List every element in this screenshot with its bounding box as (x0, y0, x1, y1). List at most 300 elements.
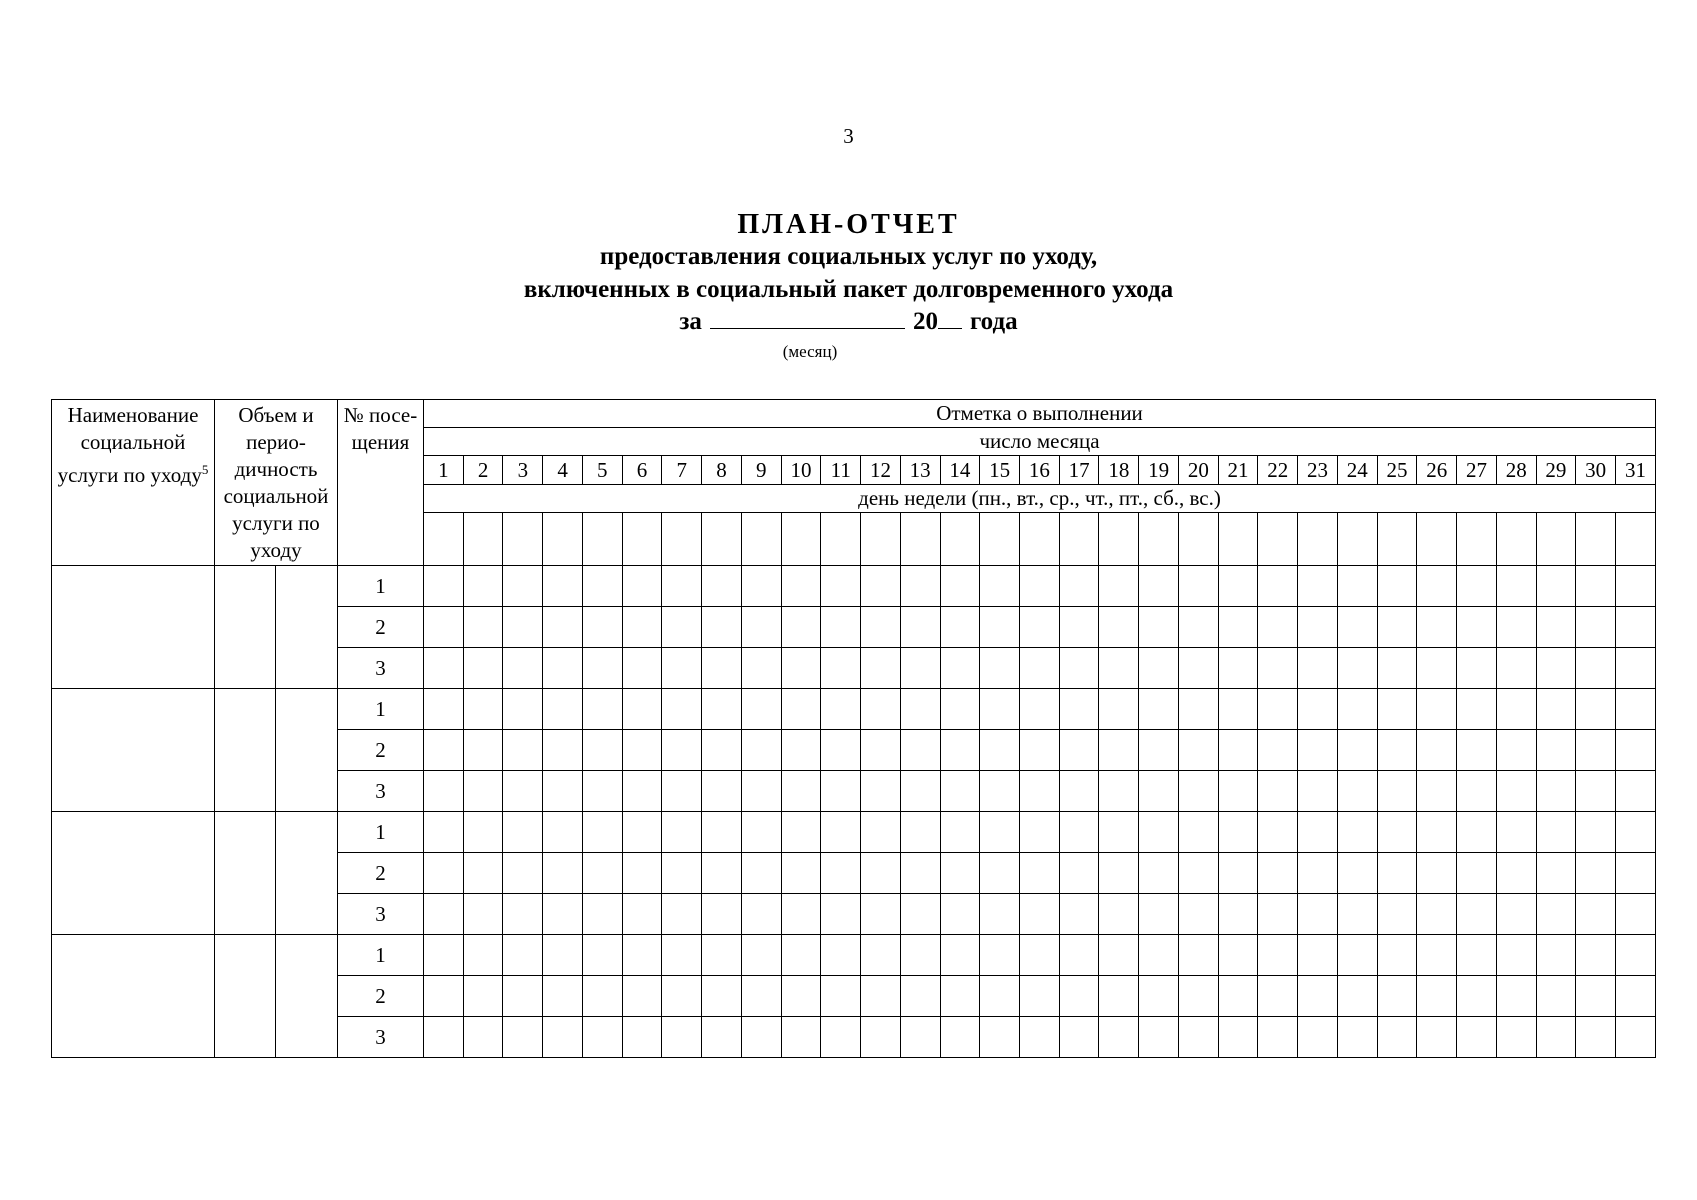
day-mark-cell[interactable] (980, 812, 1020, 853)
day-mark-cell[interactable] (940, 853, 980, 894)
day-mark-cell[interactable] (1258, 1017, 1298, 1058)
day-mark-cell[interactable] (1337, 894, 1377, 935)
day-mark-cell[interactable] (1536, 1017, 1576, 1058)
day-mark-cell[interactable] (1576, 894, 1616, 935)
day-mark-cell[interactable] (1536, 607, 1576, 648)
day-mark-cell[interactable] (1020, 648, 1060, 689)
day-mark-cell[interactable] (1496, 566, 1536, 607)
day-mark-cell[interactable] (1258, 689, 1298, 730)
frequency-cell[interactable] (276, 935, 338, 1058)
day-mark-cell[interactable] (1496, 894, 1536, 935)
day-mark-cell[interactable] (1377, 607, 1417, 648)
day-mark-cell[interactable] (940, 648, 980, 689)
day-mark-cell[interactable] (1377, 812, 1417, 853)
day-mark-cell[interactable] (582, 894, 622, 935)
day-mark-cell[interactable] (1377, 1017, 1417, 1058)
weekday-cell-1[interactable] (424, 513, 464, 566)
day-mark-cell[interactable] (1576, 607, 1616, 648)
day-mark-cell[interactable] (741, 566, 781, 607)
day-mark-cell[interactable] (1536, 976, 1576, 1017)
year-blank-field[interactable] (938, 306, 962, 329)
day-mark-cell[interactable] (900, 812, 940, 853)
day-mark-cell[interactable] (503, 1017, 543, 1058)
volume-cell[interactable] (215, 935, 276, 1058)
day-mark-cell[interactable] (741, 607, 781, 648)
day-mark-cell[interactable] (1417, 1017, 1457, 1058)
day-mark-cell[interactable] (1337, 689, 1377, 730)
day-mark-cell[interactable] (1616, 1017, 1656, 1058)
day-mark-cell[interactable] (1139, 935, 1179, 976)
day-mark-cell[interactable] (1218, 1017, 1258, 1058)
day-mark-cell[interactable] (821, 730, 861, 771)
day-mark-cell[interactable] (1576, 730, 1616, 771)
day-mark-cell[interactable] (821, 771, 861, 812)
day-mark-cell[interactable] (861, 648, 901, 689)
weekday-cell-10[interactable] (781, 513, 821, 566)
day-mark-cell[interactable] (463, 607, 503, 648)
day-mark-cell[interactable] (1576, 648, 1616, 689)
service-name-cell[interactable] (52, 566, 215, 689)
day-mark-cell[interactable] (1020, 771, 1060, 812)
day-mark-cell[interactable] (1457, 566, 1497, 607)
day-mark-cell[interactable] (1178, 730, 1218, 771)
day-mark-cell[interactable] (1258, 894, 1298, 935)
day-mark-cell[interactable] (1616, 730, 1656, 771)
day-mark-cell[interactable] (1496, 730, 1536, 771)
day-mark-cell[interactable] (781, 771, 821, 812)
day-mark-cell[interactable] (861, 853, 901, 894)
day-mark-cell[interactable] (1099, 607, 1139, 648)
day-mark-cell[interactable] (1616, 771, 1656, 812)
day-mark-cell[interactable] (702, 689, 742, 730)
day-mark-cell[interactable] (463, 976, 503, 1017)
day-mark-cell[interactable] (1139, 689, 1179, 730)
day-mark-cell[interactable] (1099, 648, 1139, 689)
day-mark-cell[interactable] (781, 812, 821, 853)
day-mark-cell[interactable] (463, 689, 503, 730)
day-mark-cell[interactable] (861, 566, 901, 607)
day-mark-cell[interactable] (503, 976, 543, 1017)
frequency-cell[interactable] (276, 812, 338, 935)
day-mark-cell[interactable] (463, 730, 503, 771)
day-mark-cell[interactable] (741, 730, 781, 771)
day-mark-cell[interactable] (1099, 894, 1139, 935)
day-mark-cell[interactable] (1457, 771, 1497, 812)
day-mark-cell[interactable] (463, 566, 503, 607)
day-mark-cell[interactable] (1616, 976, 1656, 1017)
day-mark-cell[interactable] (1139, 607, 1179, 648)
day-mark-cell[interactable] (1496, 607, 1536, 648)
day-mark-cell[interactable] (781, 1017, 821, 1058)
day-mark-cell[interactable] (1616, 894, 1656, 935)
day-mark-cell[interactable] (1496, 853, 1536, 894)
day-mark-cell[interactable] (1576, 812, 1616, 853)
day-mark-cell[interactable] (543, 1017, 583, 1058)
service-name-cell[interactable] (52, 935, 215, 1058)
day-mark-cell[interactable] (1139, 648, 1179, 689)
day-mark-cell[interactable] (503, 607, 543, 648)
day-mark-cell[interactable] (861, 1017, 901, 1058)
day-mark-cell[interactable] (1337, 976, 1377, 1017)
day-mark-cell[interactable] (424, 730, 464, 771)
day-mark-cell[interactable] (1020, 689, 1060, 730)
day-mark-cell[interactable] (1139, 976, 1179, 1017)
day-mark-cell[interactable] (821, 1017, 861, 1058)
day-mark-cell[interactable] (622, 607, 662, 648)
day-mark-cell[interactable] (781, 976, 821, 1017)
day-mark-cell[interactable] (821, 689, 861, 730)
day-mark-cell[interactable] (1536, 730, 1576, 771)
day-mark-cell[interactable] (1616, 648, 1656, 689)
day-mark-cell[interactable] (662, 853, 702, 894)
day-mark-cell[interactable] (543, 894, 583, 935)
day-mark-cell[interactable] (503, 730, 543, 771)
day-mark-cell[interactable] (940, 566, 980, 607)
day-mark-cell[interactable] (940, 894, 980, 935)
day-mark-cell[interactable] (622, 566, 662, 607)
day-mark-cell[interactable] (1139, 853, 1179, 894)
day-mark-cell[interactable] (1218, 607, 1258, 648)
service-name-cell[interactable] (52, 689, 215, 812)
day-mark-cell[interactable] (1337, 648, 1377, 689)
day-mark-cell[interactable] (1377, 935, 1417, 976)
weekday-cell-5[interactable] (582, 513, 622, 566)
day-mark-cell[interactable] (1337, 771, 1377, 812)
day-mark-cell[interactable] (861, 607, 901, 648)
day-mark-cell[interactable] (1337, 607, 1377, 648)
day-mark-cell[interactable] (463, 1017, 503, 1058)
day-mark-cell[interactable] (582, 607, 622, 648)
service-name-cell[interactable] (52, 812, 215, 935)
day-mark-cell[interactable] (940, 771, 980, 812)
day-mark-cell[interactable] (543, 976, 583, 1017)
day-mark-cell[interactable] (821, 853, 861, 894)
day-mark-cell[interactable] (582, 812, 622, 853)
day-mark-cell[interactable] (1536, 771, 1576, 812)
weekday-cell-15[interactable] (980, 513, 1020, 566)
day-mark-cell[interactable] (463, 648, 503, 689)
day-mark-cell[interactable] (1337, 730, 1377, 771)
day-mark-cell[interactable] (463, 812, 503, 853)
day-mark-cell[interactable] (503, 689, 543, 730)
day-mark-cell[interactable] (1536, 648, 1576, 689)
weekday-cell-2[interactable] (463, 513, 503, 566)
day-mark-cell[interactable] (821, 812, 861, 853)
day-mark-cell[interactable] (582, 648, 622, 689)
day-mark-cell[interactable] (1457, 812, 1497, 853)
day-mark-cell[interactable] (1496, 935, 1536, 976)
day-mark-cell[interactable] (741, 812, 781, 853)
day-mark-cell[interactable] (503, 894, 543, 935)
day-mark-cell[interactable] (622, 894, 662, 935)
day-mark-cell[interactable] (900, 935, 940, 976)
day-mark-cell[interactable] (1377, 894, 1417, 935)
day-mark-cell[interactable] (1457, 894, 1497, 935)
day-mark-cell[interactable] (1457, 976, 1497, 1017)
day-mark-cell[interactable] (662, 894, 702, 935)
day-mark-cell[interactable] (900, 976, 940, 1017)
day-mark-cell[interactable] (1258, 976, 1298, 1017)
day-mark-cell[interactable] (1616, 853, 1656, 894)
day-mark-cell[interactable] (1496, 689, 1536, 730)
day-mark-cell[interactable] (582, 976, 622, 1017)
day-mark-cell[interactable] (543, 730, 583, 771)
weekday-cell-14[interactable] (940, 513, 980, 566)
day-mark-cell[interactable] (1099, 853, 1139, 894)
day-mark-cell[interactable] (1258, 607, 1298, 648)
day-mark-cell[interactable] (1020, 976, 1060, 1017)
weekday-cell-24[interactable] (1337, 513, 1377, 566)
day-mark-cell[interactable] (741, 935, 781, 976)
day-mark-cell[interactable] (980, 730, 1020, 771)
day-mark-cell[interactable] (1536, 853, 1576, 894)
day-mark-cell[interactable] (1377, 853, 1417, 894)
day-mark-cell[interactable] (861, 730, 901, 771)
day-mark-cell[interactable] (622, 771, 662, 812)
day-mark-cell[interactable] (821, 976, 861, 1017)
day-mark-cell[interactable] (1258, 730, 1298, 771)
day-mark-cell[interactable] (1576, 976, 1616, 1017)
day-mark-cell[interactable] (980, 976, 1020, 1017)
day-mark-cell[interactable] (503, 853, 543, 894)
day-mark-cell[interactable] (1059, 607, 1099, 648)
day-mark-cell[interactable] (980, 566, 1020, 607)
day-mark-cell[interactable] (1298, 935, 1338, 976)
day-mark-cell[interactable] (980, 894, 1020, 935)
day-mark-cell[interactable] (1417, 648, 1457, 689)
day-mark-cell[interactable] (1417, 935, 1457, 976)
day-mark-cell[interactable] (1536, 566, 1576, 607)
day-mark-cell[interactable] (980, 771, 1020, 812)
day-mark-cell[interactable] (741, 689, 781, 730)
day-mark-cell[interactable] (900, 853, 940, 894)
day-mark-cell[interactable] (1218, 935, 1258, 976)
day-mark-cell[interactable] (1457, 648, 1497, 689)
day-mark-cell[interactable] (582, 730, 622, 771)
day-mark-cell[interactable] (662, 771, 702, 812)
day-mark-cell[interactable] (781, 894, 821, 935)
day-mark-cell[interactable] (781, 689, 821, 730)
day-mark-cell[interactable] (1218, 689, 1258, 730)
day-mark-cell[interactable] (662, 689, 702, 730)
day-mark-cell[interactable] (1059, 894, 1099, 935)
day-mark-cell[interactable] (1576, 689, 1616, 730)
day-mark-cell[interactable] (1536, 689, 1576, 730)
day-mark-cell[interactable] (1417, 812, 1457, 853)
day-mark-cell[interactable] (1417, 607, 1457, 648)
day-mark-cell[interactable] (582, 771, 622, 812)
day-mark-cell[interactable] (861, 935, 901, 976)
day-mark-cell[interactable] (1298, 730, 1338, 771)
day-mark-cell[interactable] (622, 648, 662, 689)
day-mark-cell[interactable] (503, 935, 543, 976)
day-mark-cell[interactable] (781, 853, 821, 894)
weekday-cell-12[interactable] (861, 513, 901, 566)
day-mark-cell[interactable] (1298, 894, 1338, 935)
weekday-cell-6[interactable] (622, 513, 662, 566)
day-mark-cell[interactable] (900, 648, 940, 689)
day-mark-cell[interactable] (1536, 894, 1576, 935)
day-mark-cell[interactable] (1536, 812, 1576, 853)
weekday-cell-21[interactable] (1218, 513, 1258, 566)
day-mark-cell[interactable] (1020, 1017, 1060, 1058)
day-mark-cell[interactable] (1337, 812, 1377, 853)
day-mark-cell[interactable] (1059, 771, 1099, 812)
weekday-cell-25[interactable] (1377, 513, 1417, 566)
weekday-cell-13[interactable] (900, 513, 940, 566)
day-mark-cell[interactable] (1218, 648, 1258, 689)
day-mark-cell[interactable] (1218, 894, 1258, 935)
day-mark-cell[interactable] (1377, 771, 1417, 812)
day-mark-cell[interactable] (582, 853, 622, 894)
day-mark-cell[interactable] (702, 1017, 742, 1058)
day-mark-cell[interactable] (622, 853, 662, 894)
day-mark-cell[interactable] (622, 976, 662, 1017)
day-mark-cell[interactable] (503, 771, 543, 812)
day-mark-cell[interactable] (900, 771, 940, 812)
day-mark-cell[interactable] (1178, 853, 1218, 894)
day-mark-cell[interactable] (980, 648, 1020, 689)
day-mark-cell[interactable] (940, 1017, 980, 1058)
weekday-cell-4[interactable] (543, 513, 583, 566)
day-mark-cell[interactable] (861, 894, 901, 935)
day-mark-cell[interactable] (900, 566, 940, 607)
day-mark-cell[interactable] (1457, 935, 1497, 976)
day-mark-cell[interactable] (702, 812, 742, 853)
day-mark-cell[interactable] (1099, 1017, 1139, 1058)
day-mark-cell[interactable] (1616, 566, 1656, 607)
day-mark-cell[interactable] (781, 566, 821, 607)
weekday-cell-19[interactable] (1139, 513, 1179, 566)
weekday-cell-29[interactable] (1536, 513, 1576, 566)
day-mark-cell[interactable] (662, 648, 702, 689)
weekday-cell-17[interactable] (1059, 513, 1099, 566)
day-mark-cell[interactable] (1417, 894, 1457, 935)
day-mark-cell[interactable] (1457, 1017, 1497, 1058)
day-mark-cell[interactable] (980, 607, 1020, 648)
day-mark-cell[interactable] (1020, 853, 1060, 894)
day-mark-cell[interactable] (1099, 976, 1139, 1017)
day-mark-cell[interactable] (741, 1017, 781, 1058)
volume-cell[interactable] (215, 689, 276, 812)
day-mark-cell[interactable] (463, 771, 503, 812)
day-mark-cell[interactable] (702, 976, 742, 1017)
day-mark-cell[interactable] (1457, 730, 1497, 771)
day-mark-cell[interactable] (662, 976, 702, 1017)
day-mark-cell[interactable] (662, 935, 702, 976)
day-mark-cell[interactable] (424, 812, 464, 853)
day-mark-cell[interactable] (781, 935, 821, 976)
day-mark-cell[interactable] (702, 648, 742, 689)
day-mark-cell[interactable] (861, 771, 901, 812)
day-mark-cell[interactable] (1178, 566, 1218, 607)
day-mark-cell[interactable] (980, 935, 1020, 976)
day-mark-cell[interactable] (1496, 648, 1536, 689)
day-mark-cell[interactable] (1298, 566, 1338, 607)
day-mark-cell[interactable] (821, 894, 861, 935)
weekday-cell-16[interactable] (1020, 513, 1060, 566)
day-mark-cell[interactable] (1298, 976, 1338, 1017)
day-mark-cell[interactable] (1059, 566, 1099, 607)
day-mark-cell[interactable] (463, 853, 503, 894)
weekday-cell-23[interactable] (1298, 513, 1338, 566)
day-mark-cell[interactable] (900, 607, 940, 648)
day-mark-cell[interactable] (1178, 1017, 1218, 1058)
day-mark-cell[interactable] (1496, 771, 1536, 812)
day-mark-cell[interactable] (1377, 730, 1417, 771)
day-mark-cell[interactable] (622, 730, 662, 771)
day-mark-cell[interactable] (662, 607, 702, 648)
day-mark-cell[interactable] (1576, 935, 1616, 976)
day-mark-cell[interactable] (1616, 935, 1656, 976)
day-mark-cell[interactable] (1218, 976, 1258, 1017)
day-mark-cell[interactable] (1218, 853, 1258, 894)
weekday-cell-11[interactable] (821, 513, 861, 566)
day-mark-cell[interactable] (1298, 853, 1338, 894)
day-mark-cell[interactable] (940, 976, 980, 1017)
day-mark-cell[interactable] (503, 812, 543, 853)
day-mark-cell[interactable] (1178, 607, 1218, 648)
day-mark-cell[interactable] (424, 853, 464, 894)
day-mark-cell[interactable] (940, 730, 980, 771)
day-mark-cell[interactable] (741, 648, 781, 689)
day-mark-cell[interactable] (900, 730, 940, 771)
day-mark-cell[interactable] (503, 566, 543, 607)
day-mark-cell[interactable] (1059, 648, 1099, 689)
day-mark-cell[interactable] (424, 771, 464, 812)
day-mark-cell[interactable] (1020, 730, 1060, 771)
day-mark-cell[interactable] (424, 894, 464, 935)
day-mark-cell[interactable] (1178, 812, 1218, 853)
day-mark-cell[interactable] (821, 648, 861, 689)
day-mark-cell[interactable] (1377, 648, 1417, 689)
day-mark-cell[interactable] (424, 689, 464, 730)
day-mark-cell[interactable] (1576, 771, 1616, 812)
day-mark-cell[interactable] (1457, 853, 1497, 894)
day-mark-cell[interactable] (1337, 1017, 1377, 1058)
day-mark-cell[interactable] (980, 1017, 1020, 1058)
day-mark-cell[interactable] (741, 894, 781, 935)
day-mark-cell[interactable] (1377, 976, 1417, 1017)
day-mark-cell[interactable] (622, 1017, 662, 1058)
day-mark-cell[interactable] (1139, 771, 1179, 812)
day-mark-cell[interactable] (702, 894, 742, 935)
day-mark-cell[interactable] (1616, 812, 1656, 853)
day-mark-cell[interactable] (1417, 853, 1457, 894)
day-mark-cell[interactable] (424, 1017, 464, 1058)
day-mark-cell[interactable] (861, 689, 901, 730)
day-mark-cell[interactable] (463, 935, 503, 976)
day-mark-cell[interactable] (543, 812, 583, 853)
day-mark-cell[interactable] (1099, 566, 1139, 607)
day-mark-cell[interactable] (622, 935, 662, 976)
day-mark-cell[interactable] (1218, 812, 1258, 853)
day-mark-cell[interactable] (1258, 566, 1298, 607)
day-mark-cell[interactable] (582, 566, 622, 607)
day-mark-cell[interactable] (900, 689, 940, 730)
weekday-cell-8[interactable] (702, 513, 742, 566)
weekday-cell-20[interactable] (1178, 513, 1218, 566)
day-mark-cell[interactable] (821, 607, 861, 648)
day-mark-cell[interactable] (1337, 566, 1377, 607)
day-mark-cell[interactable] (1059, 730, 1099, 771)
day-mark-cell[interactable] (1139, 1017, 1179, 1058)
day-mark-cell[interactable] (1576, 566, 1616, 607)
day-mark-cell[interactable] (940, 689, 980, 730)
day-mark-cell[interactable] (1059, 812, 1099, 853)
day-mark-cell[interactable] (980, 689, 1020, 730)
weekday-cell-18[interactable] (1099, 513, 1139, 566)
